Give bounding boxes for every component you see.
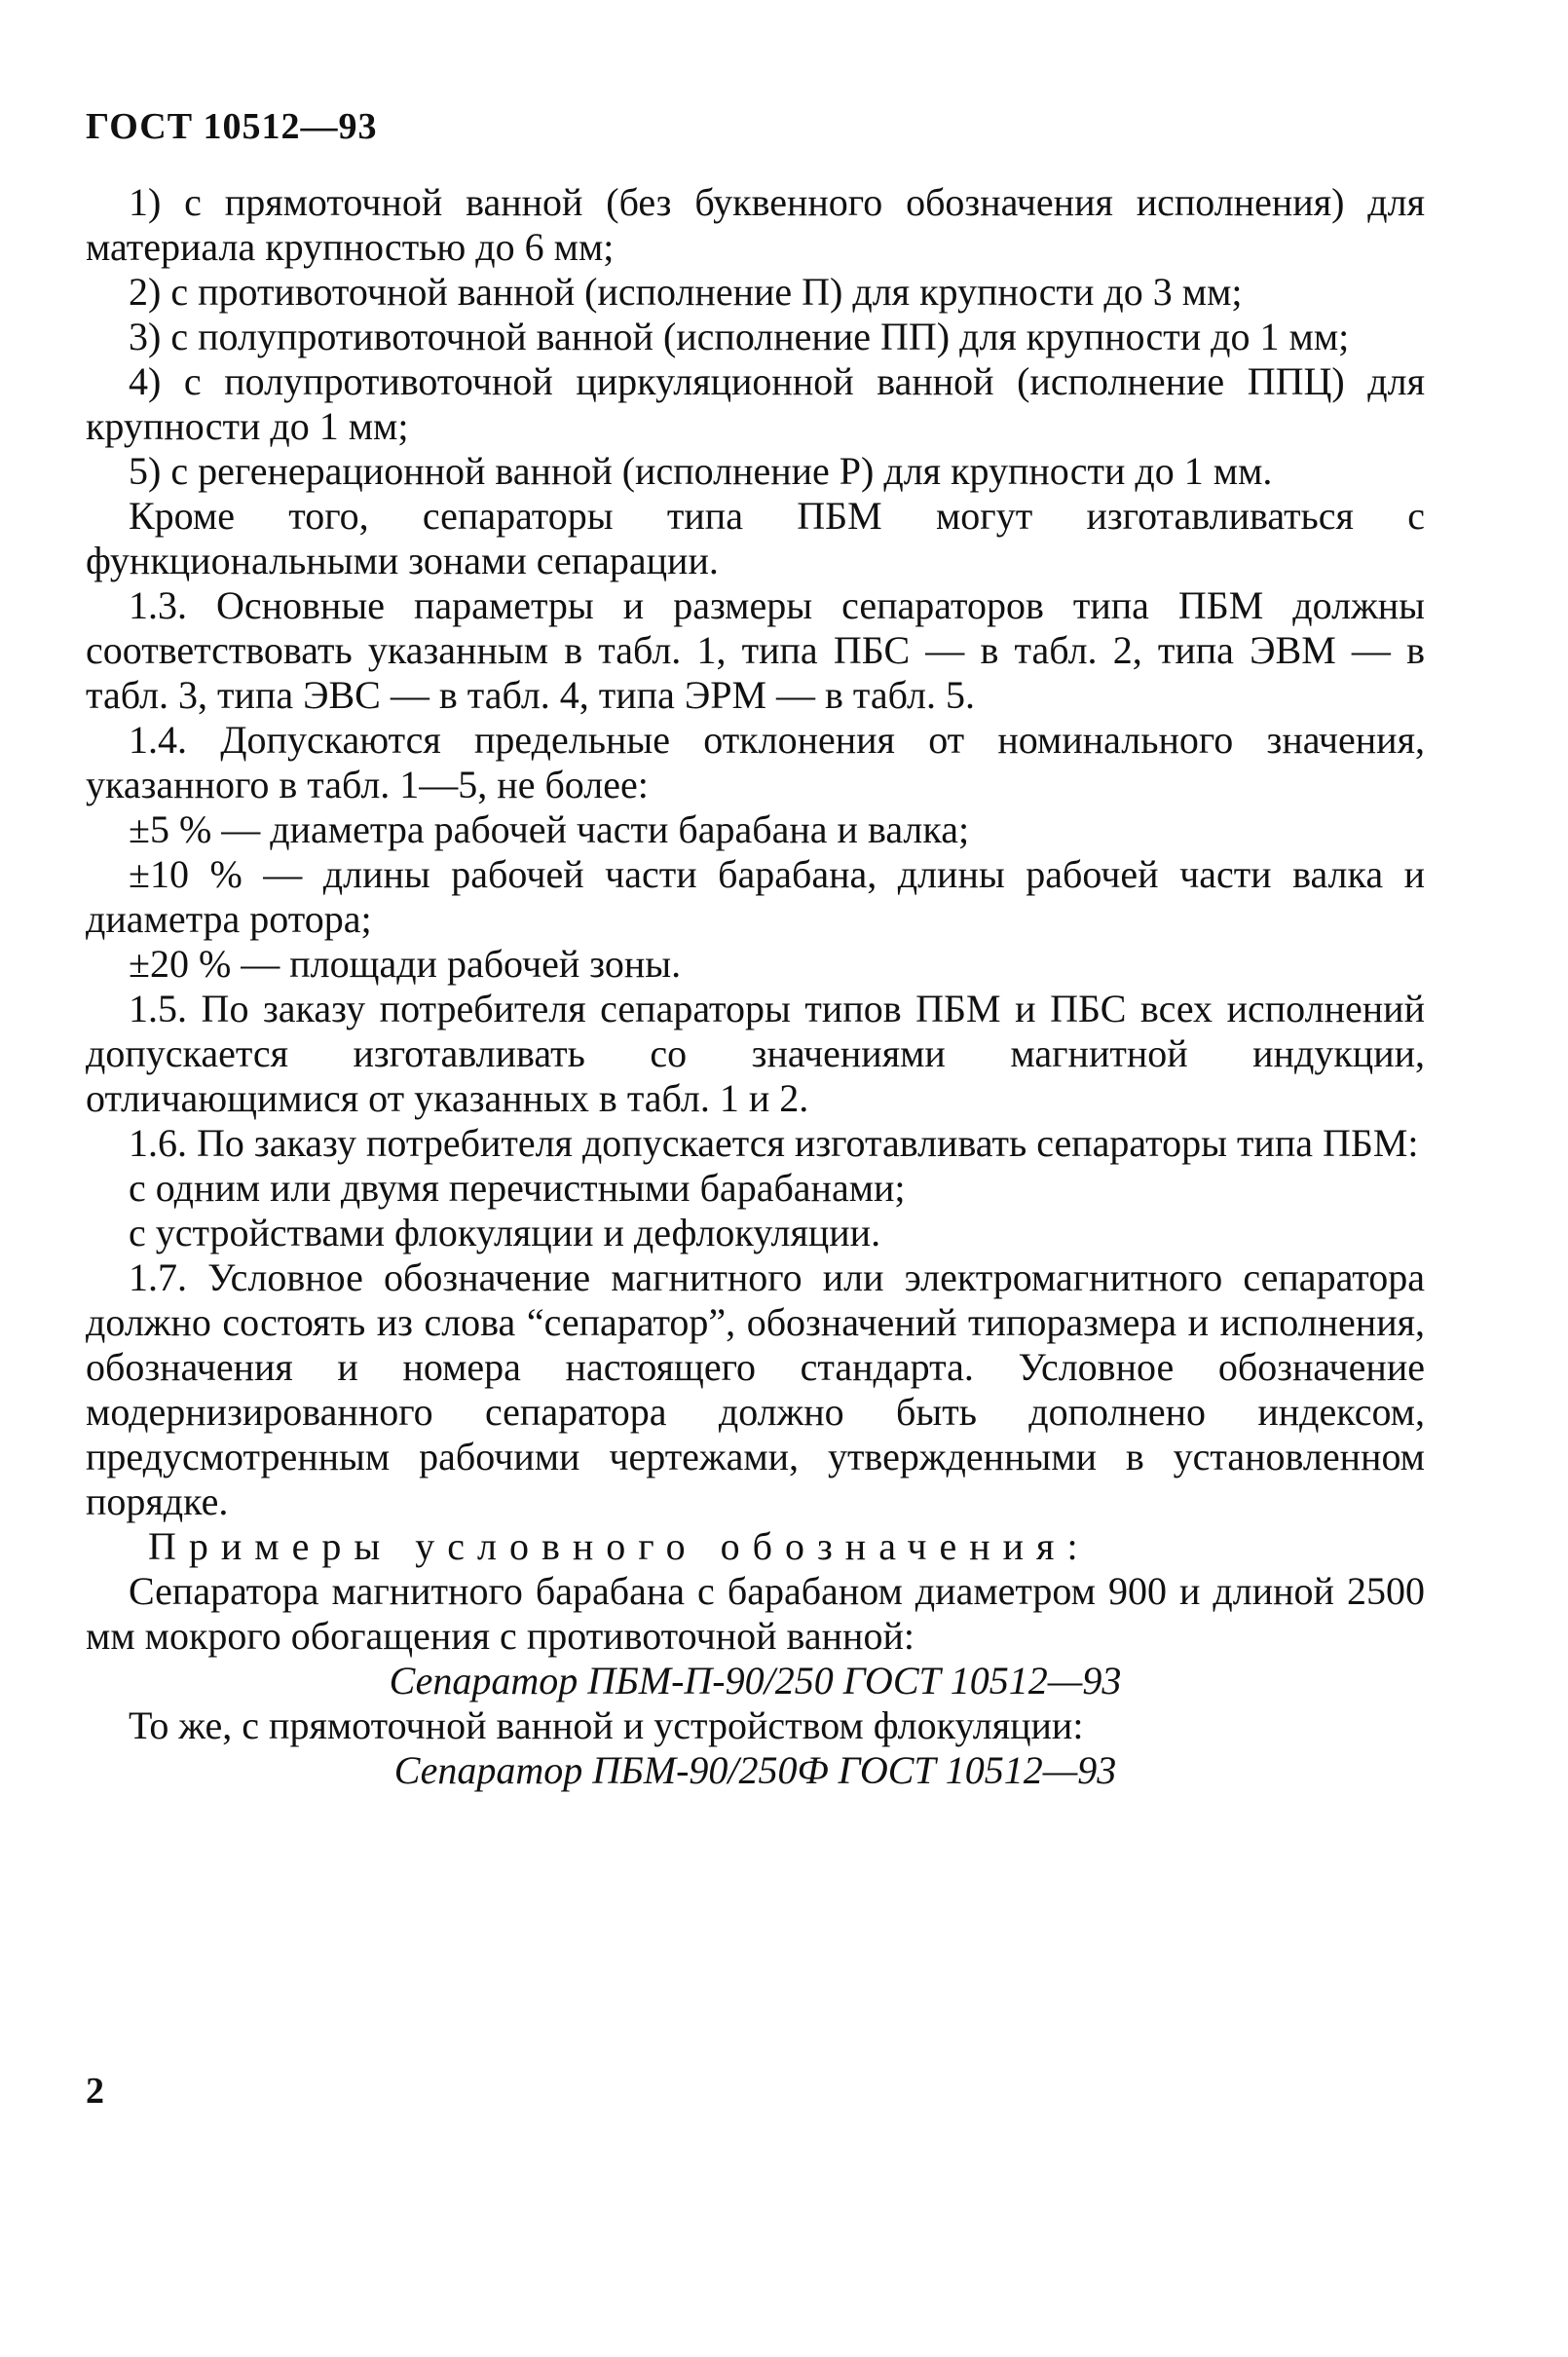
option-flocculation: с устройствами флокуляции и дефлокуляции. [129,1211,881,1254]
paragraph-functional-zones: Кроме того, сепараторы типа ПБМ могут изготавливаться с функциональными зонами сепарации. [86,494,1425,582]
paragraph-1-5: 1.5. По заказу потребителя сепараторы типов ПБМ и ПБС всех исполнений допускается изготавливать со значениями магнитной индукции, отличающимися от указанных в табл. 1 и 2. [86,987,1425,1120]
document-body [86,180,1425,1793]
paragraph-item-5: 5) с регенерационной ванной (исполнение Р) для крупности до 1 мм. [129,449,1273,493]
paragraph-1-3: 1.3. Основные параметры и размеры сепараторов типа ПБМ должны соответствовать указанным в табл. 1, типа ПБС — в табл. 2, типа ЭВМ — в табл. 3, типа ЭВС — в табл. 4, типа ЭРМ — в табл. 5. [86,583,1425,717]
tolerance-5: ±5 % — диаметра рабочей части барабана и валка; [129,807,970,851]
paragraph-item-1: 1) с прямоточной ванной (без буквенного обозначения исполнения) для материала крупностью до 6 мм; [86,180,1425,269]
paragraph-item-4: 4) с полупротивоточной циркуляционной ванной (исполнение ППЦ) для крупности до 1 мм; [86,359,1425,448]
tolerance-20: ±20 % — площади рабочей зоны. [129,942,682,986]
paragraph-item-2: 2) с противоточной ванной (исполнение П) для крупности до 3 мм; [129,270,1243,314]
option-cleaning-drums: с одним или двумя перечистными барабанами; [129,1166,906,1210]
example-2-description: То же, с прямоточной ванной и устройством флокуляции: [129,1703,1084,1747]
example-2-designation: Сепаратор ПБМ-90/250Ф ГОСТ 10512—93 [393,1748,1117,1792]
paragraph-1-7: 1.7. Условное обозначение магнитного или электромагнитного сепаратора должно состоять из слова “сепаратор”, обозначений типоразмера и исполнения, обозначения и номера настоящего стандарта. Условное обозначение модернизированного сепаратора должно быть дополнено индексом, предусмотренным рабочими чертежами, утвержденными в установленном порядке. [86,1255,1425,1523]
page-number: 2 [86,2071,104,2112]
paragraph-1-4: 1.4. Допускаются предельные отклонения от номинального значения, указанного в табл. 1—5, не более: [86,718,1425,806]
tolerance-10: ±10 % — длины рабочей части барабана, длины рабочей части валка и диаметра ротора; [86,852,1425,941]
standard-header: ГОСТ 10512—93 [86,106,378,147]
paragraph-1-6: 1.6. По заказу потребителя допускается изготавливать сепараторы типа ПБМ: [129,1121,1419,1165]
example-1-designation: Сепаратор ПБМ-П-90/250 ГОСТ 10512—93 [389,1659,1122,1702]
examples-heading: Примеры условного обозначения: [148,1524,1091,1568]
example-1-description: Сепаратора магнитного барабана с барабаном диаметром 900 и длиной 2500 мм мокрого обогащения с противоточной ванной: [86,1569,1425,1658]
paragraph-item-3: 3) с полупротивоточной ванной (исполнение ПП) для крупности до 1 мм; [129,315,1350,358]
